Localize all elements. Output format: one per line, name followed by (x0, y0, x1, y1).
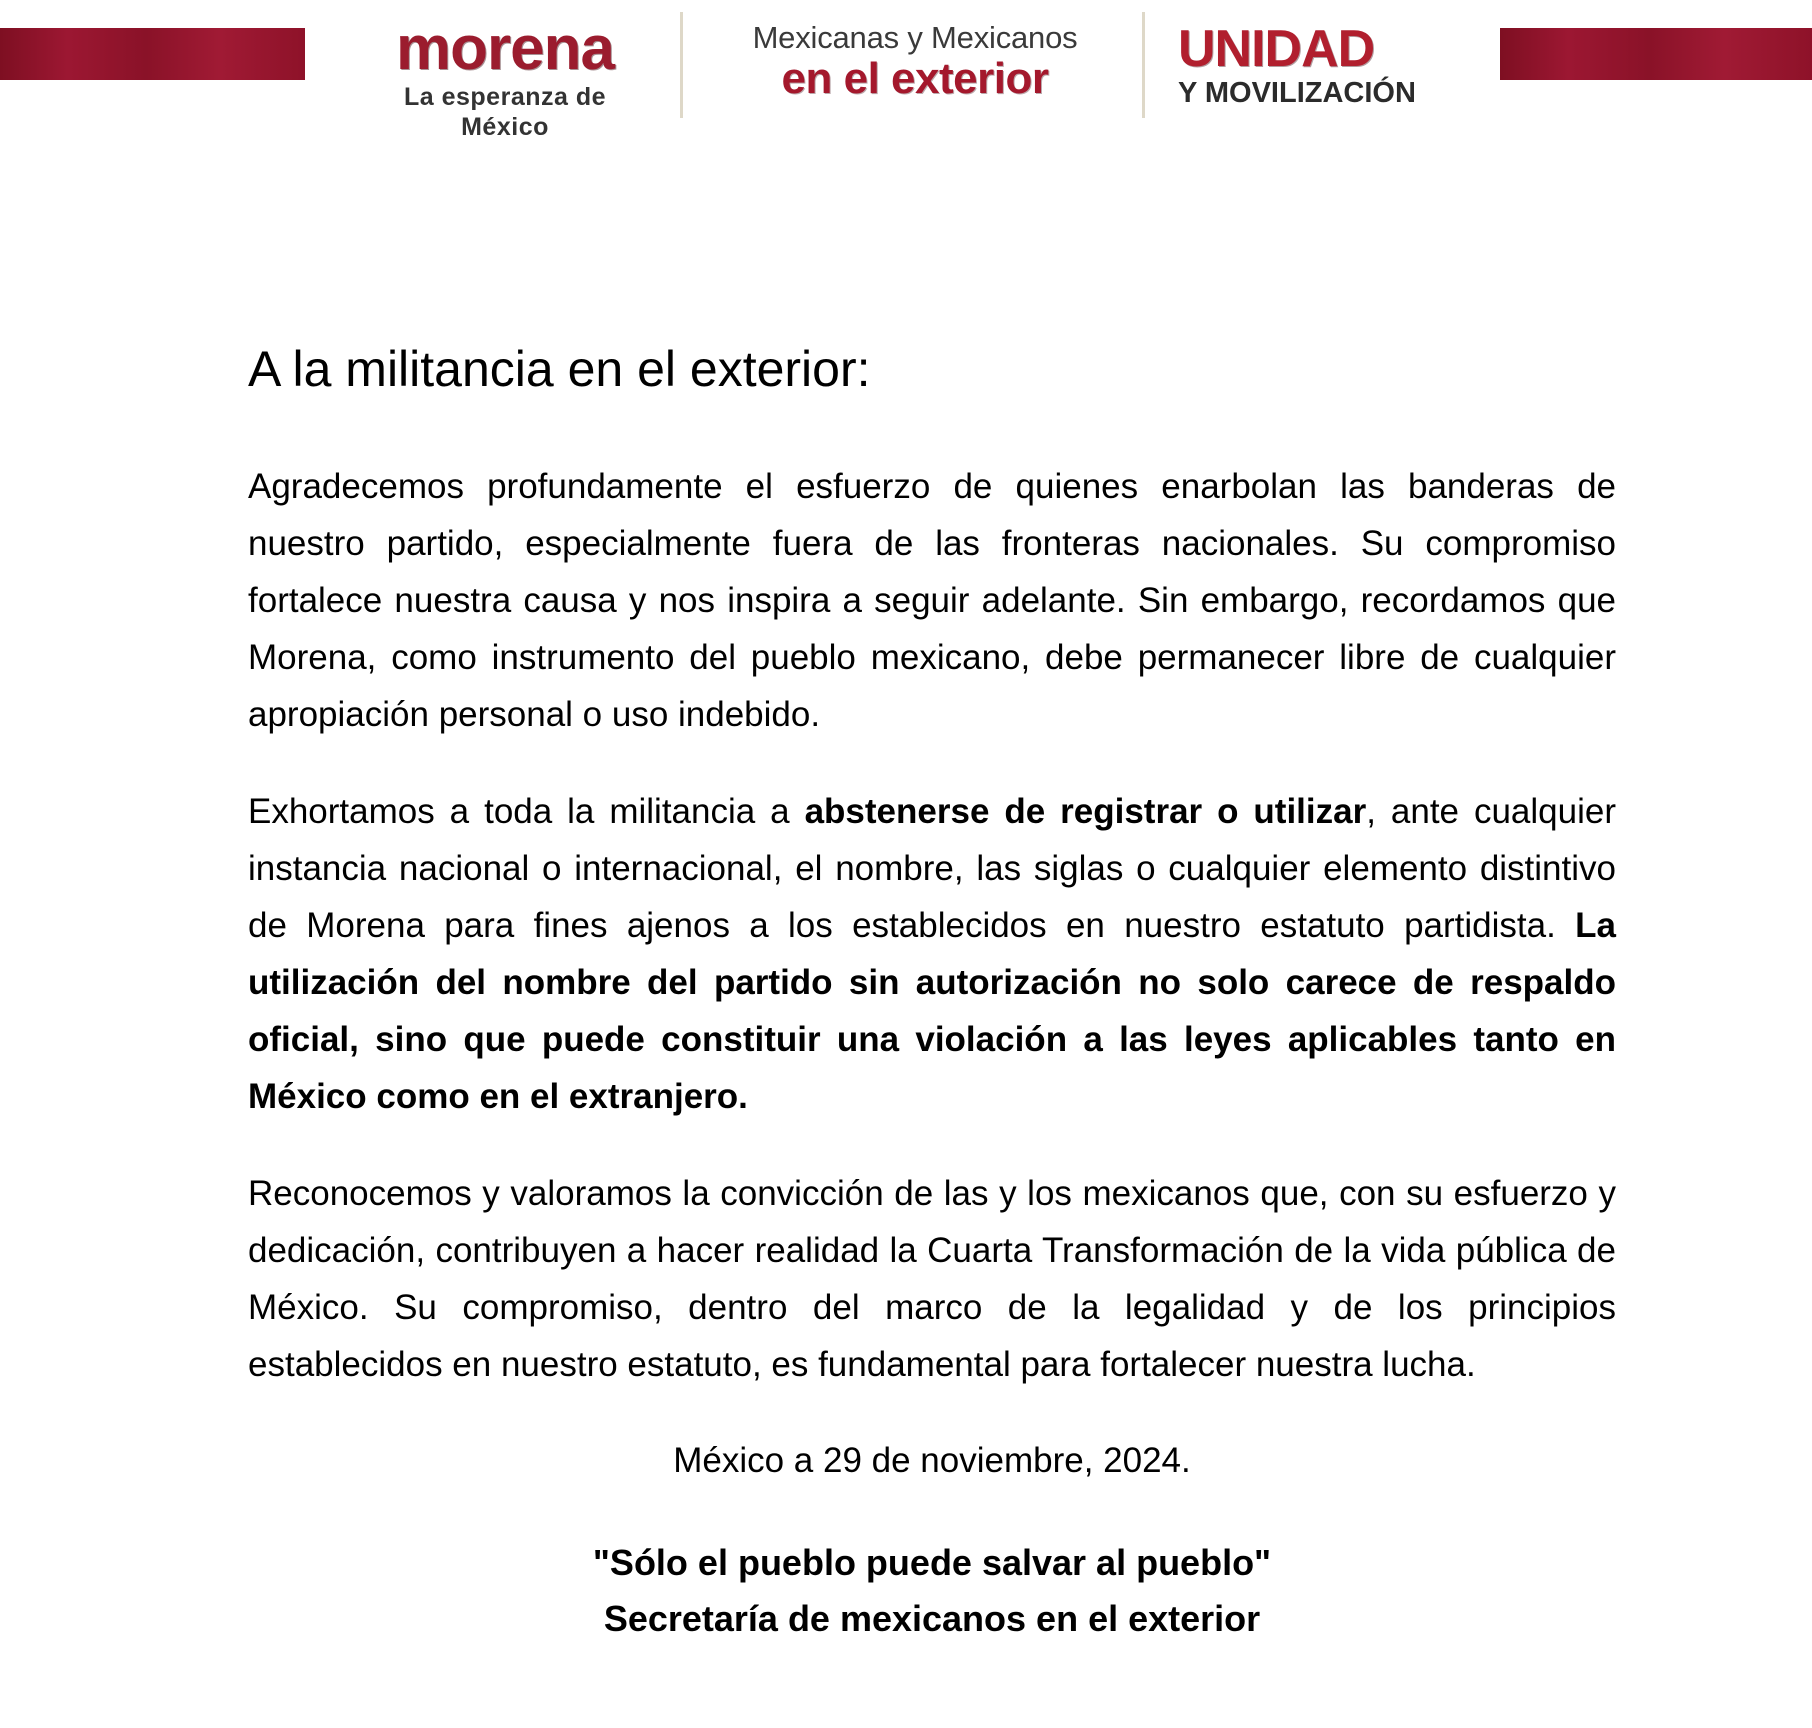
paragraph-2-text-2: , ante cualquier instancia nacional o internacional, el nombre, las siglas o cualquier elemento distintivo de Morena para fines ajenos a los establecidos en nuestro estatuto partidista. (248, 792, 1616, 945)
header-divider-right (1142, 12, 1145, 118)
exterior-logo (700, 20, 1130, 103)
date-line: México a 29 de noviembre, 2024. (673, 1441, 1191, 1480)
exterior-logo-line1: Mexicanas y Mexicanos (752, 20, 1078, 55)
unidad-logo-line1: UNIDAD (1178, 20, 1375, 78)
unidad-logo-line2: Y MOVILIZACIÓN (1178, 77, 1416, 109)
paragraph-2 (248, 783, 1616, 1125)
exterior-logo-line2: en el exterior (781, 54, 1049, 103)
signature-office: Secretaría de mexicanos en el exterior (603, 1598, 1261, 1639)
morena-tagline: La esperanza de México (403, 83, 607, 141)
paragraph-3: Reconocemos y valoramos la convicción de las y los mexicanos que, con su esfuerzo y dedicación, contribuyen a hacer realidad la Cuarta Transformación de la vida pública de México. Su compromiso, dentro del marco de la legalidad y de los principios establecidos en nuestro estatuto, es fundamental para fortalecer nuestra lucha. (248, 1174, 1616, 1384)
header-bar-right (1500, 28, 1812, 80)
document-header (0, 0, 1812, 141)
morena-logo (360, 14, 650, 142)
unidad-logo (1178, 22, 1478, 109)
document-body (248, 340, 1616, 1647)
paragraph-2-bold-2: La utilización del nombre del partido sin autorización no solo carece de respaldo oficial, sino que puede constituir una violación a las leyes aplicables tanto en México como en el extranjero. (248, 906, 1616, 1116)
header-bar-left (0, 28, 305, 80)
paragraph-2-text-1: Exhortamos a toda la militancia a (248, 792, 805, 831)
paragraph-1: Agradecemos profundamente el esfuerzo de quienes enarbolan las banderas de nuestro partido, especialmente fuera de las fronteras nacionales. Su compromiso fortalece nuestra causa y nos inspira a seguir adelante. Sin embargo, recordamos que Morena, como instrumento del pueblo mexicano, debe permanecer libre de cualquier apropiación personal o uso indebido. (248, 467, 1616, 734)
signature-slogan: "Sólo el pueblo puede salvar al pueblo" (592, 1542, 1272, 1583)
page-title: A la militancia en el exterior: (248, 341, 871, 397)
paragraph-2-bold-1: abstenerse de registrar o utilizar (804, 792, 1367, 831)
header-divider-left (680, 12, 683, 118)
morena-wordmark: morena (396, 14, 614, 83)
